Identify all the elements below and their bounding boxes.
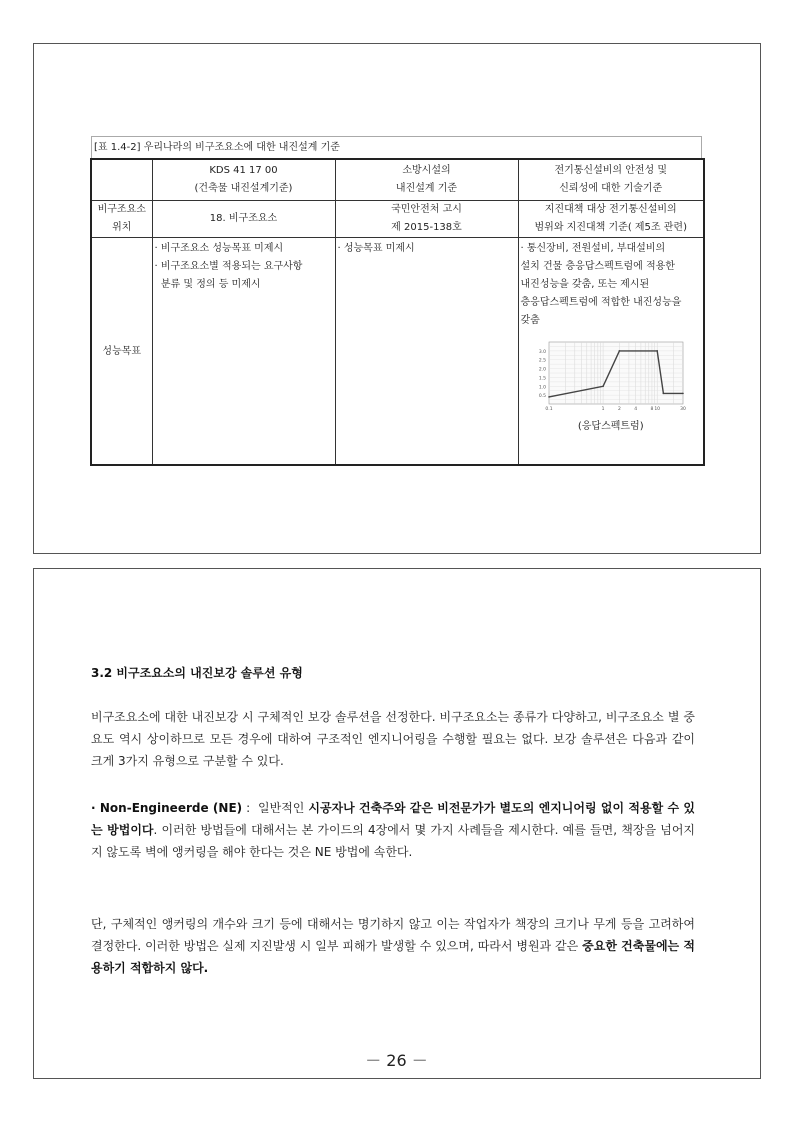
table-header-row: [91, 159, 704, 201]
spectrum-point: [656, 350, 658, 352]
location-fire: [335, 201, 518, 238]
spectrum-point: [682, 393, 684, 395]
header-empty-cell: [91, 159, 152, 201]
ne-colon: : 일반적인: [242, 801, 309, 815]
ne-definition: 시공자나 건축주와 같은 비전문가가 별도의 엔지니어링 없이 적용할 수 있는 방법이다: [91, 801, 695, 837]
header-fire-line1: 소방시설의: [402, 165, 451, 176]
spectrum-y-tick-label: 2.0: [538, 367, 546, 373]
goal-kds-bullet-3: 분류 및 정의 등 미제시: [154, 279, 261, 290]
row-label-location: [91, 201, 152, 238]
spectrum-x-tick-label: 2: [617, 407, 621, 412]
header-fire: [335, 159, 518, 201]
table-row-location: [91, 201, 704, 238]
spectrum-point: [548, 396, 550, 398]
table-row-goal: [91, 238, 704, 466]
header-telecom-line1: 전기통신설비의 안전성 및: [554, 165, 668, 176]
goal-telecom-line-3: 내진성능을 갖춤, 또는 제시된: [520, 279, 650, 290]
location-fire-line1: 국민안전처 고시: [391, 204, 462, 215]
spectrum-x-tick-label: 30: [679, 407, 686, 412]
paragraph-anchoring: [91, 913, 695, 979]
spectrum-caption: (응답스펙트럼): [577, 421, 644, 432]
goal-telecom-line-2: 설치 건물 층응답스펙트럼에 적용한: [520, 261, 675, 272]
goal-telecom-line-4: 층응답스펙트럼에 적합한 내진성능을: [520, 297, 682, 308]
spectrum-x-tick-label: 4: [633, 407, 637, 412]
ne-description: . 이러한 방법들에 대해서는 본 가이드의 4장에서 몇 가지 사례들을 제시한다. 예를 들면, 책장을 넘어지지 않도록 벽에 앵커링을 해야 한다는 것은 NE 방법에 속한다.: [91, 823, 696, 859]
spectrum-x-tick-label: 1: [601, 407, 605, 412]
anchoring-warning: 중요한 건축물에는 적용하기 적합하지 않다.: [91, 939, 695, 975]
location-telecom: [518, 201, 704, 238]
spectrum-x-tick-label: 10: [653, 407, 660, 412]
ne-label: · Non-Engineerde (NE): [91, 801, 243, 815]
anchoring-text: 단, 구체적인 앵커링의 개수와 크기 등에 대해서는 명기하지 않고 이는 작업자가 책장의 크기나 무게 등을 고려하여 결정한다. 이러한 방법은 실제 지진발생 시 일부 피해가 발생할 수 있으며, 따라서 병원과 같은: [91, 917, 695, 953]
header-kds: [152, 159, 335, 201]
spectrum-point: [618, 350, 620, 352]
spectrum-point: [602, 385, 604, 387]
table-caption: [표 1.4-2] 우리나라의 비구조요소에 대한 내진설계 기준: [91, 136, 702, 158]
location-kds: 18. 비구조요소: [152, 201, 335, 238]
spectrum-y-tick-label: 1.0: [538, 385, 546, 391]
page-number: － 26 －: [365, 1051, 428, 1070]
location-fire-line2: 제 2015-138호: [391, 222, 462, 233]
header-kds-line2: (건축물 내진설계기준): [194, 183, 293, 194]
spectrum-y-tick-label: 2.5: [538, 358, 546, 364]
goal-telecom: [518, 238, 704, 466]
header-telecom-line2: 신뢰성에 대한 기술기준: [559, 183, 663, 194]
goal-telecom-line-5: 갖춤: [520, 315, 540, 326]
row-label-location-line1: 비구조요소: [97, 204, 146, 215]
goal-kds-bullet-1: · 비구조요소 성능목표 미제시: [154, 243, 284, 254]
location-telecom-line2: 범위와 지진대책 기준( 제5조 관련): [534, 222, 687, 233]
response-spectrum-chart: [529, 336, 689, 418]
goal-fire: [335, 238, 518, 466]
paragraph-ne: [91, 797, 695, 863]
row-label-location-line2: 위치: [112, 222, 132, 233]
header-telecom: [518, 159, 704, 201]
goal-telecom-line-1: · 통신장비, 전원설비, 부대설비의: [520, 243, 666, 254]
goal-fire-bullet: · 성능목표 미제시: [337, 243, 415, 254]
location-telecom-line1: 지진대책 대상 전기통신설비의: [544, 204, 677, 215]
paragraph-intro: 비구조요소에 대한 내진보강 시 구체적인 보강 솔루션을 선정한다. 비구조요소는 종류가 다양하고, 비구조요소 별 중요도 역시 상이하므로 모든 경우에 대하여 구조적인 엔지니어링을 수행할 필요는 없다. 보강 솔루션은 다음과 같이 크게 3가지 유형으로 구분할 수 있다.: [91, 710, 695, 768]
spectrum-y-tick-label: 1.5: [538, 376, 546, 382]
spectrum-point: [662, 393, 664, 395]
row-label-goal: 성능목표: [91, 238, 152, 466]
goal-kds-bullet-2: · 비구조요소별 적용되는 요구사항: [154, 261, 303, 272]
seismic-criteria-table: [90, 158, 705, 466]
header-fire-line2: 내진설계 기준: [395, 183, 458, 194]
spectrum-y-tick-label: 3.0: [538, 349, 546, 355]
header-kds-line1: KDS 41 17 00: [209, 165, 278, 176]
spectrum-x-tick-label: 8: [650, 407, 653, 412]
section-title: 3.2 비구조요소의 내진보강 솔루션 유형: [91, 666, 303, 680]
spectrum-y-tick-label: 0.5: [538, 394, 546, 400]
spectrum-x-tick-label: 0.1: [544, 407, 553, 412]
goal-kds: [152, 238, 335, 466]
